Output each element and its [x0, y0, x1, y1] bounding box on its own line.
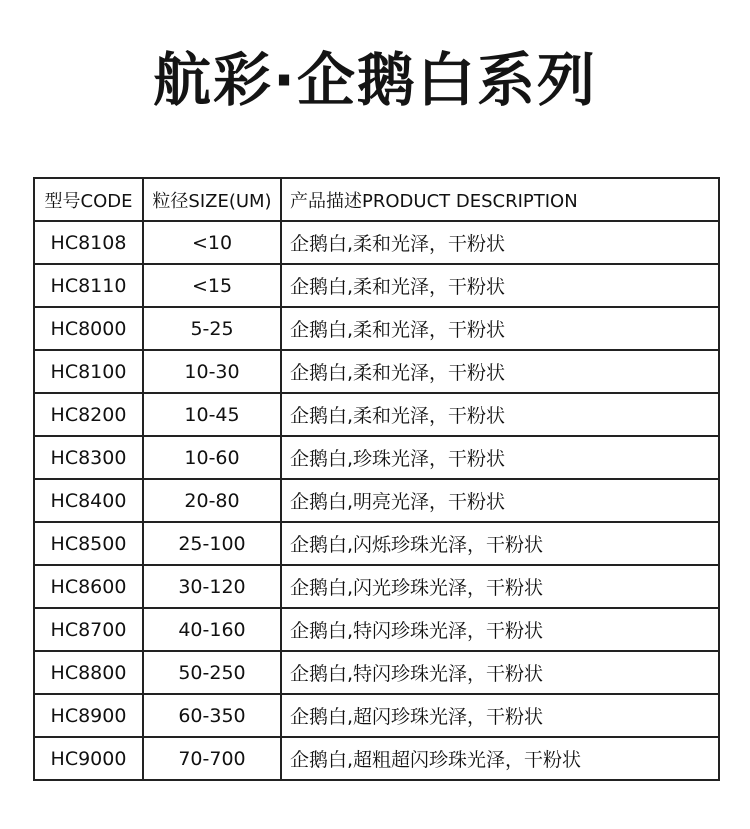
table-row [34, 737, 719, 780]
cell-size: 30-120 [143, 565, 281, 608]
page-title: 航彩·企鹅白系列 [152, 46, 598, 114]
cell-code: HC8108 [34, 221, 143, 264]
cell-size: 50-250 [143, 651, 281, 694]
table-row [34, 651, 719, 694]
cell-description: 企鹅白,柔和光泽，干粉状 [281, 307, 719, 350]
cell-size: <10 [143, 221, 281, 264]
cell-description: 企鹅白,明亮光泽，干粉状 [281, 479, 719, 522]
cell-code: HC8200 [34, 393, 143, 436]
table-row [34, 264, 719, 307]
cell-description: 企鹅白,柔和光泽，干粉状 [281, 393, 719, 436]
cell-description: 企鹅白,超粗超闪珍珠光泽，干粉状 [281, 737, 719, 780]
cell-code: HC8500 [34, 522, 143, 565]
table-row [34, 393, 719, 436]
cell-code: HC8900 [34, 694, 143, 737]
table-row [34, 479, 719, 522]
table-row [34, 608, 719, 651]
cell-description: 企鹅白,柔和光泽，干粉状 [281, 221, 719, 264]
cell-code: HC8800 [34, 651, 143, 694]
cell-code: HC8110 [34, 264, 143, 307]
cell-description: 企鹅白,柔和光泽，干粉状 [281, 264, 719, 307]
cell-size: 5-25 [143, 307, 281, 350]
cell-description: 企鹅白,特闪珍珠光泽，干粉状 [281, 608, 719, 651]
product-spec-table [33, 177, 720, 781]
table-header-row [34, 178, 719, 221]
cell-size: 10-45 [143, 393, 281, 436]
cell-description: 企鹅白,柔和光泽，干粉状 [281, 350, 719, 393]
cell-description: 企鹅白,超闪珍珠光泽，干粉状 [281, 694, 719, 737]
cell-code: HC8700 [34, 608, 143, 651]
cell-code: HC8600 [34, 565, 143, 608]
cell-description: 企鹅白,闪光珍珠光泽，干粉状 [281, 565, 719, 608]
cell-size: <15 [143, 264, 281, 307]
cell-size: 25-100 [143, 522, 281, 565]
cell-size: 60-350 [143, 694, 281, 737]
column-header-description: 产品描述PRODUCT DESCRIPTION [281, 178, 719, 221]
cell-size: 20-80 [143, 479, 281, 522]
table-row [34, 350, 719, 393]
cell-code: HC9000 [34, 737, 143, 780]
cell-code: HC8100 [34, 350, 143, 393]
table-row [34, 694, 719, 737]
table-row [34, 565, 719, 608]
cell-code: HC8300 [34, 436, 143, 479]
table-row [34, 522, 719, 565]
cell-description: 企鹅白,特闪珍珠光泽，干粉状 [281, 651, 719, 694]
cell-code: HC8400 [34, 479, 143, 522]
cell-code: HC8000 [34, 307, 143, 350]
column-header-code: 型号CODE [34, 178, 143, 221]
cell-size: 70-700 [143, 737, 281, 780]
cell-size: 40-160 [143, 608, 281, 651]
table-body [34, 221, 719, 780]
cell-size: 10-30 [143, 350, 281, 393]
table-row [34, 307, 719, 350]
cell-description: 企鹅白,珍珠光泽，干粉状 [281, 436, 719, 479]
table-row [34, 221, 719, 264]
cell-description: 企鹅白,闪烁珍珠光泽，干粉状 [281, 522, 719, 565]
column-header-size: 粒径SIZE(UM) [143, 178, 281, 221]
table-row [34, 436, 719, 479]
cell-size: 10-60 [143, 436, 281, 479]
